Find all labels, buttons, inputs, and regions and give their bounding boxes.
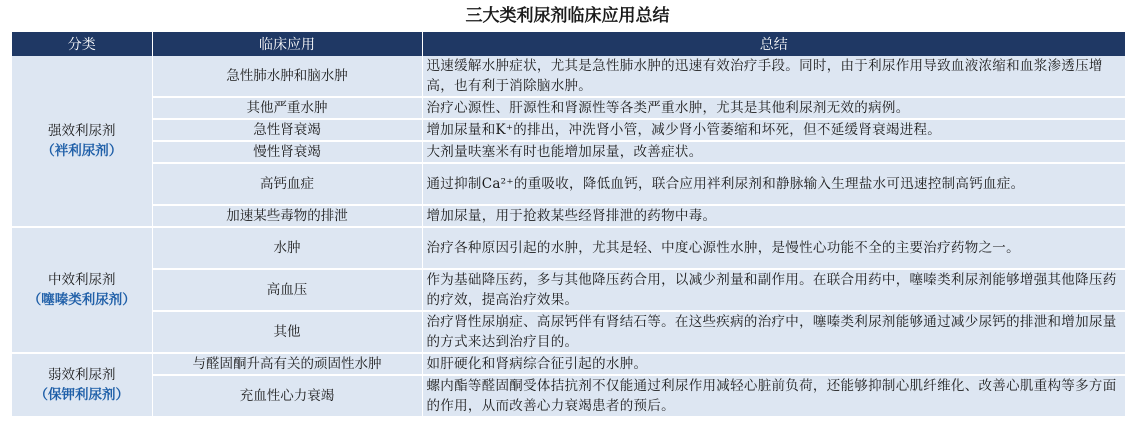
application-cell: 急性肾衰竭 [152,119,422,141]
table-row [12,141,1125,163]
application-cell: 高钙血症 [152,163,422,205]
application-cell: 加速某些毒物的排泄 [152,205,422,227]
application-cell: 充血性心力衰竭 [152,375,422,417]
table-row [12,227,1125,269]
table-row [12,375,1125,417]
category-name: 强效利尿剂 [48,123,116,139]
summary-cell: 如肝硬化和肾病综合征引起的水肿。 [422,353,1125,375]
summary-cell: 治疗心源性、肝源性和肾源性等各类严重水肿，尤其是其他利尿剂无效的病例。 [422,97,1125,119]
application-cell: 水肿 [152,227,422,269]
category-cell [12,56,152,227]
application-cell: 高血压 [152,269,422,311]
header-summary: 总结 [422,32,1125,56]
table-row [12,119,1125,141]
summary-cell: 增加尿量和K⁺的排出，冲洗肾小管，减少肾小管萎缩和坏死，但不延缓肾衰竭进程。 [422,119,1125,141]
table-title: 三大类利尿剂临床应用总结 [465,6,670,26]
summary-cell: 螺内酯等醛固酮受体拮抗剂不仅能通过利尿作用减轻心脏前负荷，还能够抑制心肌纤维化、改善心肌重构等多方面的作用，从而改善心力衰竭患者的预后。 [422,375,1125,417]
application-cell: 慢性肾衰竭 [152,141,422,163]
summary-cell: 大剂量呋塞米有时也能增加尿量，改善症状。 [422,141,1125,163]
table-row [12,353,1125,375]
category-subname: （袢利尿剂） [41,143,123,159]
application-cell: 其他 [152,311,422,353]
application-cell: 与醛固酮升高有关的顽固性水肿 [152,353,422,375]
category-cell [12,353,152,417]
category-cell [12,227,152,353]
summary-cell: 增加尿量，用于抢救某些经肾排泄的药物中毒。 [422,205,1125,227]
clinical-application-table [12,32,1125,418]
header-category: 分类 [12,32,152,56]
summary-cell: 迅速缓解水肿症状，尤其是急性肺水肿的迅速有效治疗手段。同时，由于利尿作用导致血液浓缩和血浆渗透压增高，也有利于消除脑水肿。 [422,56,1125,97]
table-row [12,163,1125,205]
table-row [12,311,1125,353]
table-row [12,56,1125,97]
category-name: 弱效利尿剂 [48,367,116,383]
header-row [12,32,1125,56]
table-row [12,97,1125,119]
table-row [12,269,1125,311]
summary-cell: 治疗肾性尿崩症、高尿钙伴有肾结石等。在这些疾病的治疗中，噻嗪类利尿剂能够通过减少尿钙的排泄和增加尿量的方式来达到治疗目的。 [422,311,1125,353]
application-cell: 急性肺水肿和脑水肿 [152,56,422,97]
application-cell: 其他严重水肿 [152,97,422,119]
table-row [12,205,1125,227]
category-subname: （噻嗪类利尿剂） [27,292,136,308]
summary-cell: 作为基础降压药，多与其他降压药合用，以减少剂量和副作用。在联合用药中，噻嗪类利尿剂能够增强其他降压药的疗效，提高治疗效果。 [422,269,1125,311]
summary-cell: 治疗各种原因引起的水肿，尤其是轻、中度心源性水肿，是慢性心功能不全的主要治疗药物之一。 [422,227,1125,269]
category-name: 中效利尿剂 [48,272,116,288]
category-subname: （保钾利尿剂） [34,387,129,403]
summary-cell: 通过抑制Ca²⁺的重吸收，降低血钙，联合应用袢利尿剂和静脉输入生理盐水可迅速控制高钙血症。 [422,163,1125,205]
header-application: 临床应用 [152,32,422,56]
